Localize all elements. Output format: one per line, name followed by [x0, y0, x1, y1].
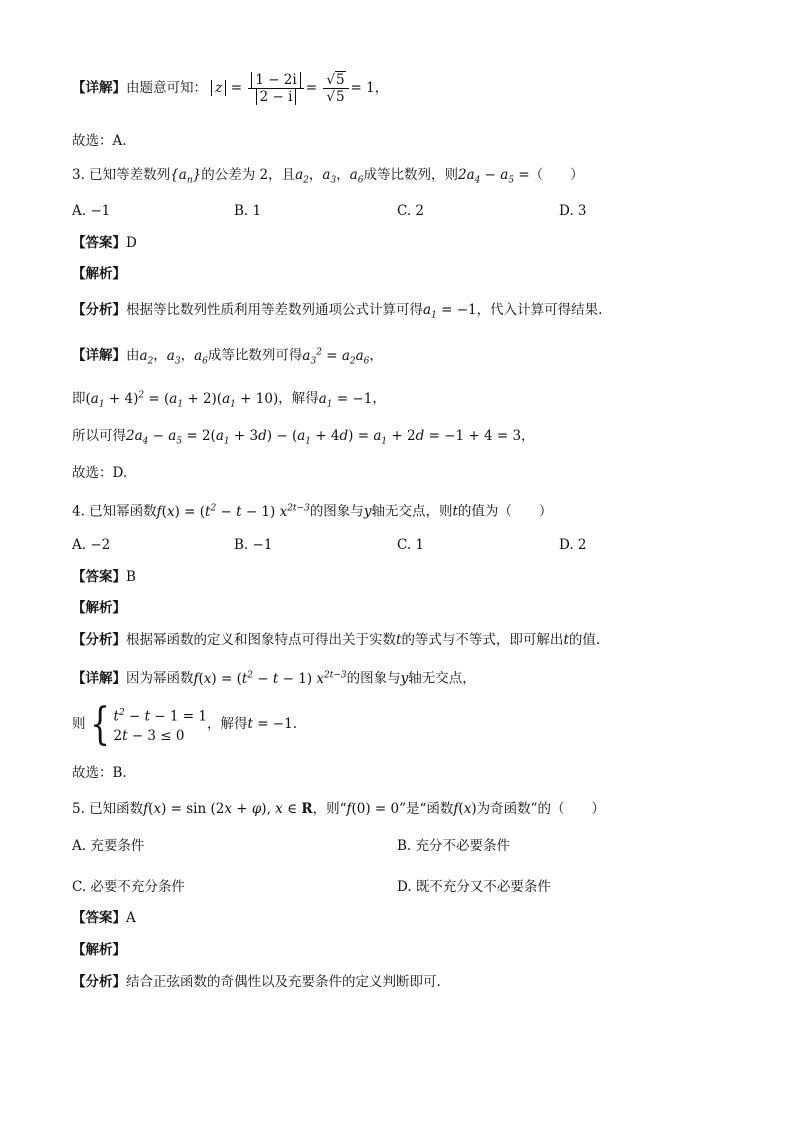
q4-option-d: D. 2: [559, 537, 587, 553]
q3-stem-mid1: 的公差为 2，且: [201, 167, 296, 183]
q5-stem-prefix: 5. 已知函数: [72, 801, 144, 817]
q5-fenxi-line: [72, 971, 441, 993]
q4-then: 则: [72, 716, 86, 732]
q4-detail-end: 轴无交点，: [408, 670, 476, 687]
q4-choice: 故选：B.: [72, 765, 127, 781]
q3-stem-end: （ ）: [529, 167, 584, 183]
q5-option-c: C. 必要不充分条件: [72, 879, 185, 895]
q5-stem-end: 为奇函数”的（ ）: [476, 801, 606, 817]
q5-option-b: B. 充分不必要条件: [397, 838, 511, 854]
q4-detail-mid: 的图象与: [346, 670, 401, 687]
q4-fenxi-line: 【分析】根据幂函数的定义和图象特点可得出关于实数t的等式与不等式，即可解出t的值.: [72, 632, 601, 648]
q3-option-d: D. 3: [559, 203, 587, 219]
q3-detail-mid: 成等比数列可得: [207, 347, 303, 364]
q3-fenxi-end: ，代入计算可得结果.: [476, 302, 603, 318]
q4-solve: ，解得: [206, 716, 248, 732]
q4-analysis-tag: 【解析】: [72, 600, 126, 616]
detail-tag: 【详解】: [72, 347, 126, 364]
q3-option-a: A. −1: [72, 203, 111, 219]
q3-stem-prefix: 3. 已知等差数列: [72, 167, 171, 183]
q3-answer: D: [126, 235, 137, 251]
q3-answer-line: [72, 232, 137, 254]
q3-step2: 即$(a_1 + 4)^2 = (a_1 + 2)(a_1 + 10)$，解得$a_1 = -1$，: [72, 390, 386, 410]
q4-option-b: B. −1: [234, 537, 273, 553]
q5-answer: A: [126, 910, 136, 926]
q5-option-a: A. 充要条件: [72, 838, 145, 854]
q3-stem: 3. 已知等差数列$\{a_n\}$的公差为 2，且$a_2$，$a_3$，$a_6$成等比数列，则$2a_4 - a_5$ =（ ）: [72, 167, 584, 186]
q2-detail-prefix: 由题意可知：: [126, 80, 207, 96]
q4-fenxi-text: 根据幂函数的定义和图象特点可得出关于实数: [126, 632, 396, 648]
fenxi-tag: 【分析】: [72, 974, 126, 990]
answer-tag: 【答案】: [72, 910, 126, 926]
answer-tag: 【答案】: [72, 569, 126, 585]
q4-detail-prefix: 因为幂函数: [126, 670, 194, 687]
q4-stem-end: 的值为（ ）: [457, 503, 553, 520]
q4-stem: 4. 已知幂函数$f(x) = (t^2 - t - 1)$ $x^{2t-3}$的图象与y轴无交点，则t的值为（ ）: [72, 503, 553, 520]
q4-stem-mid: 的图象与: [309, 503, 364, 520]
q4-option-a: A. −2: [72, 537, 111, 553]
q4-fenxi-mid: 的等式与不等式，即可解出: [401, 632, 564, 648]
q3-fenxi-text: 根据等比数列性质利用等差数列通项公式计算可得: [126, 302, 423, 318]
q4-option-c: C. 1: [397, 537, 425, 553]
q4-answer: B: [126, 569, 136, 585]
q3-step2-prefix: 即: [72, 390, 86, 407]
q3-step3-prefix: 所以可得: [72, 428, 126, 444]
q3-stem-mid2: 成等比数列，则: [363, 167, 458, 183]
q3-detail-line: 【详解】由$a_2$，$a_3$，$a_6$成等比数列可得$a_3^2 = a_2a_6$，: [72, 347, 383, 367]
q2-detail-line: [72, 72, 388, 105]
q5-stem-mid: ，则“: [312, 801, 347, 817]
q4-stem-mid2: 轴无交点，则: [371, 503, 453, 520]
answer-tag: 【答案】: [72, 235, 126, 251]
q3-step3: 所以可得$2a_4 - a_5 = 2(a_1 + 3d) - (a_1 + 4d) = a_1 + 2d = -1 + 4 = 3$，: [72, 428, 535, 447]
q3-step2-mid: ，解得: [278, 390, 319, 407]
q4-equation-system: $t^2 - t - 1 = 1$ 2t − 3 ≤ 0: [113, 707, 207, 745]
q2-choice: 故选：A.: [72, 133, 127, 149]
q3-detail-prefix: 由: [126, 347, 140, 364]
q5-stem: 5. 已知函数f(x) = sin (2x + φ), x ∈ R，则“f(0) = 0”是“函数f(x)为奇函数”的（ ）: [72, 801, 606, 817]
q5-fenxi-text: 结合正弦函数的奇偶性以及充要条件的定义判断即可.: [126, 974, 441, 990]
fenxi-tag: 【分析】: [72, 302, 126, 318]
q5-option-d: D. 既不充分又不必要条件: [397, 879, 551, 895]
q5-analysis-tag: 【解析】: [72, 942, 126, 958]
q4-fenxi-end: 的值.: [568, 632, 601, 648]
q4-detail-line: 【详解】因为幂函数$f(x) = (t^2 - t - 1)$ $x^{2t-3}$的图象与y轴无交点，: [72, 670, 476, 687]
q3-choice: 故选：D.: [72, 465, 128, 481]
q4-system-line: 则{ $t^2 - t - 1 = 1$ 2t − 3 ≤ 0 ，解得t = −1.: [72, 698, 297, 750]
q5-answer-line: [72, 907, 136, 929]
detail-tag: 【详解】: [72, 80, 126, 96]
fenxi-tag: 【分析】: [72, 632, 126, 648]
detail-tag: 【详解】: [72, 670, 126, 687]
q5-stem-quote: ”是“函数: [399, 801, 454, 817]
q3-option-c: C. 2: [397, 203, 425, 219]
q4-stem-prefix: 4. 已知幂函数: [72, 503, 157, 520]
q3-analysis-tag: 【解析】: [72, 266, 126, 282]
q3-fenxi-line: 【分析】根据等比数列性质利用等差数列通项公式计算可得$a_1 = -1$，代入计算可得结果.: [72, 302, 603, 321]
q3-option-b: B. 1: [234, 203, 262, 219]
q2-formula: z = $\frac{1 - 2i}{2 - i}$ = $\frac{√5}{√5}$ = 1，: [211, 80, 388, 96]
q4-answer-line: [72, 566, 136, 588]
